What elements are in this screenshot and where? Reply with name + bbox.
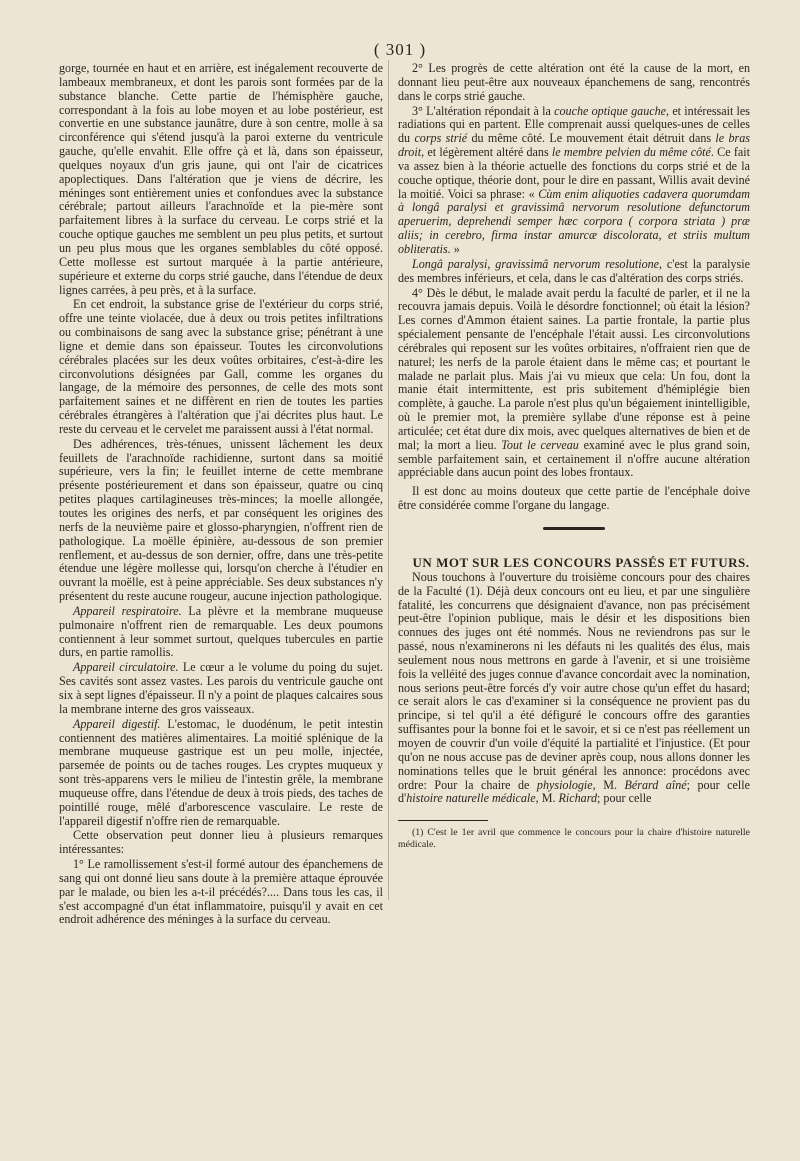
text-run: , et intéressait les radiations qui en partent. Elle comprenait aussi quelques-unes de celles du xyxy=(398,103,750,146)
italic-run: couche optique gauche xyxy=(554,103,667,118)
italic-run: corps strié xyxy=(414,131,468,146)
text-run: La plèvre et la membrane muqueuse pulmonaire n'offrent rien de remarquable. Les deux poumons contiennent à leur sommet surtout, quelques tubercules en partie durs, en partie ramollis. xyxy=(59,603,383,660)
paragraph: Il est donc au moins douteux que cette partie de l'encéphale doive être considérée comme l'organe du langage. xyxy=(398,484,750,513)
paragraph: gorge, tournée en haut et en arrière, est inégalement recouverte de lambeaux membraneux, et dont les parois sont formées par de la substance blanche. Cette partie de l'hémisphère gauche, correspondant à la fois au lobe moyen et au lobe postérieur, est convertie en une substance jaunâtre, dure à son centre, molle à sa circonférence qui s'étend jusqu'à la paroi externe du ventricule gauche, qu'elle envahit. Elle offre çà et là, dans son épaisseur, quelques noyaux d'un gris jaune, qui ont l'air de cicatrices apoplectiques. Dans l'altération que je viens de décrire, les méninges sont entièrement unies et confondues avec la substance cérébrale; partout ailleurs l'arachnoïde et la pie-mère sont parfaitement libres à la surface du cerveau. Le corps strié et la couche optique gauches me semblent un peu plus petits, et surtout un peu plus mous que les organes semblables du côté opposé. Cette mollesse est surtout marquée à la partie antérieure, supérieure et externe du corps strié gauche, dans l'étendue de deux lignes carrées, à peu près, et à la surface. xyxy=(59,61,383,297)
italic-run: Richard xyxy=(558,791,598,806)
italic-run: Appareil circulatoire. xyxy=(73,660,179,675)
left-column xyxy=(59,62,383,928)
text-run: Le cœur a le volume du poing du sujet. Ses cavités sont assez vastes. Les parois du ventricule gauche ont six à sept lignes d'épaisseur. Il n'y a point de plaques calcaires sous la membrane interne des gros vaisseaux. xyxy=(59,660,383,716)
page-number: ( 301 ) xyxy=(373,40,427,59)
text-run: ; pour celle d' xyxy=(398,777,750,806)
text-run: , M. xyxy=(535,791,559,806)
text-run: du même côté. Le mouvement était détruit dans xyxy=(467,131,716,146)
italic-run: Bérard aîné xyxy=(624,777,687,792)
italic-run: le bras droit xyxy=(398,131,750,160)
text-run: , c'est la paralysie des membres inférieurs, et cela, dans le cas d'altération des corps striés. xyxy=(398,256,750,285)
paragraph xyxy=(398,287,750,481)
paragraph: Cette observation peut donner lieu à plusieurs remarques intéressantes: xyxy=(59,828,383,857)
paragraph xyxy=(59,718,383,829)
text-run: » xyxy=(450,241,460,256)
text-run: . Ce fait va assez bien à la théorie actuelle des fonctions du corps strié et de la couche optique, théorie dont, pour le dire en passant, Willis avait deviné la moitié. Voici sa phrase: « xyxy=(398,145,750,201)
paragraph xyxy=(398,258,750,286)
text-run: 3° L'altération répondait à la xyxy=(412,103,555,118)
text-run: ; pour celle xyxy=(597,791,652,806)
right-column xyxy=(398,62,750,851)
text-run: 4° Dès le début, le malade avait perdu la faculté de parler, et il ne la recouvra jamais depuis. Voilà le désordre fonctionnel; où était la lésion? Les cornes d'Ammon étaient saines. La partie frontale, la partie plus spécialement pensante de l'encéphale l'était aussi. Les circonvolutions cérébrales qui reposent sur les voûtes orbitaires, n'offraient rien que de naturel; les nerfs de la parole étaient dans le même cas; et pourtant le malade ne parlait plus. Mais j'ai vu mieux que cela: Un fou, dont la manie était intermittente, est pris subitement d'hémiplégie bien complète, à gauche. La parole n'est plus qu'un bégaiement inintelligible, où le premier mot, la première syllabe d'une réponse est à peine articulée; cet état dure dix mois, avec quelques alternatives de bien et de mal; la mort a lieu. xyxy=(398,285,750,452)
separator-rule xyxy=(543,527,605,530)
paragraph xyxy=(398,571,750,806)
paragraph: En cet endroit, la substance grise de l'extérieur du corps strié, offre une teinte violacée, due à deux ou trois petites infiltrations ou combinaisons de sang avec la substance grise; pénétrant à une ligne et demie dans son épaisseur. Toutes les circonvolutions cérébrales placées sur les deux voûtes orbitaires, c'est-à-dire les circonvolutions désignées par Gall, comme les organes du langage, de la mémoire des personnes, de celle des mots sont parfaitement saines et ne diffèrent en rien de toutes les parties cérébrales étrangères à l'altération que j'ai décrites plus haut. Le reste du cerveau et le cervelet me paraissent aussi à l'état normal. xyxy=(59,297,383,436)
text-run: , et légèrement altéré dans xyxy=(421,145,552,160)
column-divider xyxy=(388,60,389,900)
paragraph xyxy=(398,105,750,257)
italic-run: Appareil respiratoire. xyxy=(73,603,182,618)
text-run: examiné avec le plus grand soin, semble parfaitement sain, et certainement il n'offre aucune altération appréciable dans aucun point des lobes frontaux. xyxy=(398,437,750,480)
italic-run: histoire naturelle médicale xyxy=(406,791,536,806)
latin-quote: Cùm enim aliquoties cadavera quorumdam à longâ paralysi et gravissimâ nervorum resolutione defunctorum aperuerim, deprehendi semper hæc corpora ( corpora striata ) præ aliis; in cerebro, firma instar amurcæ discolorata, et striis multum obliteratis. xyxy=(398,186,750,256)
paragraph: 1° Le ramollissement s'est-il formé autour des épanchemens de sang qui ont donné lieu sans doute à la première attaque éprouvée par le malade, ou bien les a-t-il précédés?.... Dans tous les cas, il s'est accompagné d'un état inflammatoire, puisqu'il y avait en cet endroit adhérence des méninges à la surface du cerveau. xyxy=(59,857,383,927)
italic-run: Appareil digestif. xyxy=(73,716,161,731)
paragraph: 2° Les progrès de cette altération ont été la cause de la mort, en donnant lieu peut-être aux nouveaux épanchemens de sang, rencontrés dans le corps strié gauche. xyxy=(398,61,750,103)
text-run: , M. xyxy=(592,777,625,792)
paragraph xyxy=(59,661,383,716)
footnote-rule xyxy=(398,820,488,821)
paragraph: Des adhérences, très-ténues, unissent lâchement les deux feuillets de l'arachnoïde rachidienne, surtont dans sa moitié supérieure, vers la fin; le feuillet interne de cette membrane présente postérieurement et dans son épaisseur, quatre ou cinq petites plaques cartilagineuses très-minces; la moelle allongée, toutes les origines des nerfs, et par conséquent les origines des nerfs de la neuvième paire et glosso-pharyngien, n'offrent rien de pathologique. La moëlle épinière, au-dessous de son premier renflement, et au-dessus de son dernier, offre, dans une très-petite étendue une légère mollesse qui, lorsqu'on cherche à l'étudier en ouvrant la moëlle, est à peine appréciable. Ses deux substances n'y présentent du reste aucune rougeur, aucune injection pathologique. xyxy=(59,436,383,604)
italic-run: Tout le cerveau xyxy=(501,437,579,452)
paragraph xyxy=(59,605,383,660)
section-title: UN MOT SUR LES CONCOURS PASSÉS ET FUTURS. xyxy=(412,555,750,570)
italic-run: Longâ paralysi, gravissimâ nervorum resolutione xyxy=(412,256,660,271)
italic-run: le membre pelvien du même côté xyxy=(551,145,711,160)
footnote: (1) C'est le 1er avril que commence le concours pour la chaire d'histoire naturelle médicale. xyxy=(398,827,750,850)
decorative-separator xyxy=(398,527,750,530)
italic-run: physiologie xyxy=(536,777,593,792)
text-run: Nous touchons à l'ouverture du troisième concours pour des chaires de la Faculté (1). Déjà deux concours ont eu lieu, et par une singulière fatalité, les concurrens que désignaient d'avance, non pas précisément peut-être l'opinion publique, mais le désir et les dispositions bien connues des juges ont été nommés. Nous ne reviendrons pas sur le passé, nous n'examinerons ni les défauts ni les qualités des élus, mais seulement nous nous mettrons en garde à l'avenir, et si une troisième fois la velléité des juges connue d'avance concordait avec la nomination, nous serions peut-être forcés d'y voir autre chose qu'un effet du hasard; ce serait alors le cas d'examiner si la conséquence ne provient pas du principe, si tel qu'il a été défiguré le concours offre des garanties suffisantes pour la bonne foi et le savoir, et si ce n'est pas réellement un moyen de couvrir d'un voile d'équité la partialité et l'injustice. (Et pour qu'on ne nous accuse pas de deviner après coup, nous allons donner les nominations telles que le bruit général les annonce: procédons avec ordre: Pour la chaire de xyxy=(398,569,750,792)
text-run: L'estomac, le duodénum, le petit intestin contiennent des matières alimentaires. La moitié splénique de la membrane muqueuse gastrique est un peu molle, injectée, parsemée de points ou de taches rouges. Les cryptes muqueux y sont très-apparens vers le milieu de l'intestin grêle, la membrane muqueuse offre, dans l'étendue de deux à trois pieds, des taches de pointillé rouge, mêlé d'arborescence vasculaire. Le reste de l'appareil digestif n'offre rien de remarquable. xyxy=(59,716,383,828)
